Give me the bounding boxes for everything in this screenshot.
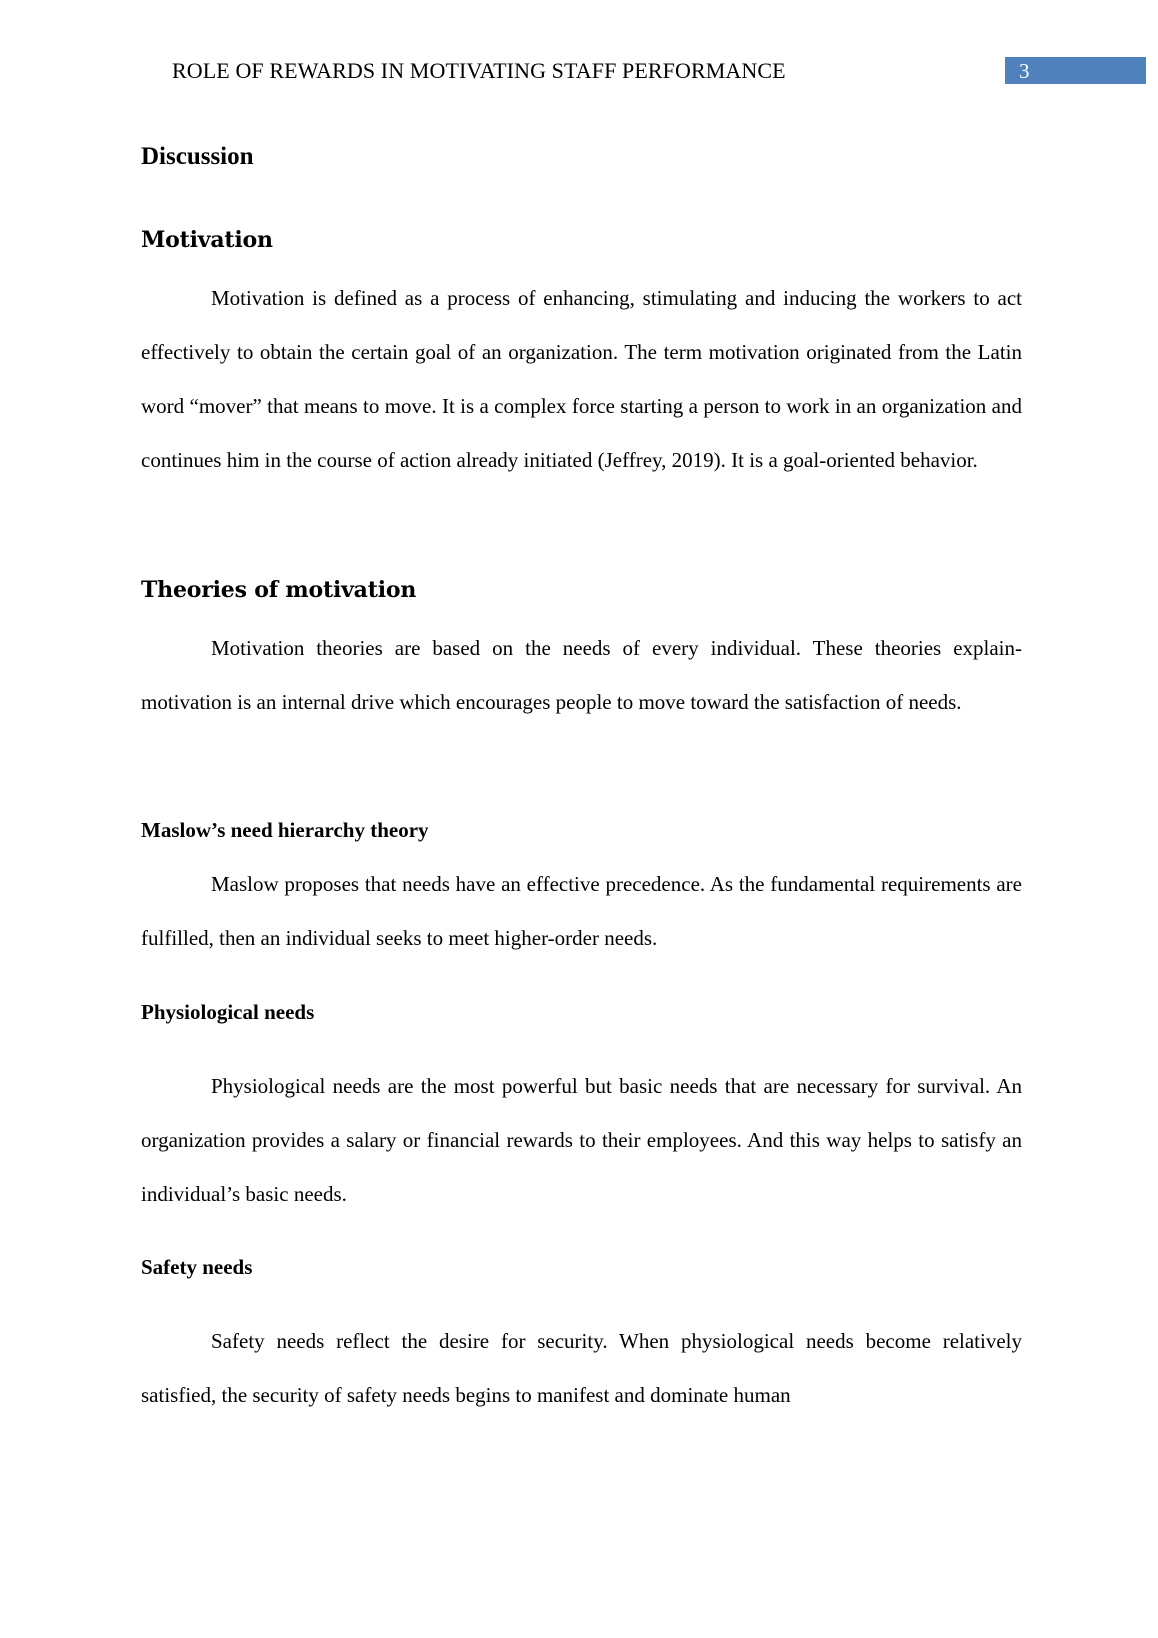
paragraph-physiological: Physiological needs are the most powerful but basic needs that are necessary for survival. An organization provides a salary or financial rewards to their employees. And this way helps to satisfy an individual’s basic needs. [141,1074,1022,1206]
paragraph-maslow: Maslow proposes that needs have an effective precedence. As the fundamental requirements are fulfilled, then an individual seeks to meet higher-order needs. [141,872,1022,950]
heading-theories-of-motivation: Theories of motivation [141,577,417,603]
page-number: 3 [1005,57,1146,84]
heading-maslow: Maslow’s need hierarchy theory [141,818,429,842]
section-title-discussion: Discussion [141,143,254,170]
heading-physiological-needs: Physiological needs [141,1000,315,1024]
paragraph-safety: Safety needs reflect the desire for security. When physiological needs become relatively satisfied, the security of safety needs begins to manifest and dominate human [141,1329,1022,1407]
paragraph-motivation: Motivation is defined as a process of enhancing, stimulating and inducing the workers to act effectively to obtain the certain goal of an organization. The term motivation originated from the Latin word “mover” that means to move. It is a complex force starting a person to work in an organization and continues him in the course of action already initiated (Jeffrey, 2019). It is a goal-oriented behavior. [141,286,1022,472]
heading-safety-needs: Safety needs [141,1255,253,1279]
running-head: ROLE OF REWARDS IN MOTIVATING STAFF PERFORMANCE [172,58,786,83]
heading-motivation: Motivation [141,227,273,253]
paragraph-theories: Motivation theories are based on the needs of every individual. These theories explain- motivation is an internal drive which encourages people to move toward the satisfaction of needs. [141,636,1022,714]
